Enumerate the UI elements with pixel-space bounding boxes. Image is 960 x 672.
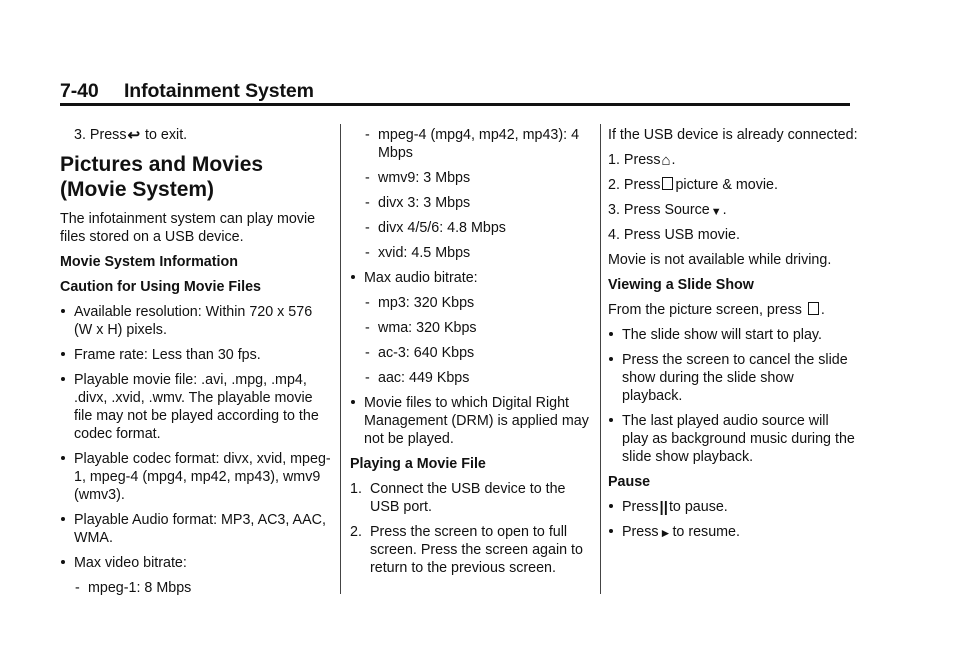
pause-icon: ||: [659, 499, 668, 516]
column-divider: [340, 124, 341, 594]
connected-intro: If the USB device is already connected:: [608, 127, 858, 143]
numbered-step: 3. Press Source▼.: [608, 202, 727, 218]
sub-list-item: - aac: 449 Kbps: [365, 370, 470, 386]
section-title: Infotainment System: [123, 80, 314, 102]
page-number: 7-40: [60, 80, 99, 102]
sub-list-item: - wma: 320 Kbps: [365, 320, 477, 336]
numbered-step: 2. Press the screen to open to full screen. Press the screen again to return to the previous screen.: [350, 524, 583, 576]
sub-list-item: - mpeg-4 (mpg4, mp42, mp43): 4 Mbps: [365, 127, 580, 161]
sub-list-item: - mp3: 320 Kbps: [365, 295, 475, 311]
subheading-slideshow: Viewing a Slide Show: [608, 277, 754, 293]
list-item: Playable codec format: divx, xvid, mpeg-1, mpeg-4 (mpg4, mp42, mp43), wmv9 (wmv3).: [60, 450, 332, 504]
slideshow-instruction: From the picture screen, press .: [608, 302, 825, 318]
numbered-step: 4. Press USB movie.: [608, 227, 740, 243]
header-rule: [60, 103, 850, 106]
subheading-playing: Playing a Movie File: [350, 456, 486, 472]
list-item: The last played audio source will play as background music during the slide show playback.: [608, 412, 858, 466]
sub-list-item: - divx 4/5/6: 4.8 Mbps: [365, 220, 506, 236]
numbered-step: 1. Press⌂.: [608, 152, 676, 169]
driving-note: Movie is not available while driving.: [608, 252, 832, 268]
back-icon: ↩: [127, 127, 141, 144]
sub-list-item: - divx 3: 3 Mbps: [365, 195, 471, 211]
list-item: Press►to resume.: [608, 523, 858, 541]
column-3: [608, 126, 858, 548]
sub-list-item: - wmv9: 3 Mbps: [365, 170, 471, 186]
list-item: Movie files to which Digital Right Management (DRM) is applied may not be played.: [350, 394, 595, 448]
sub-list-item: - ac-3: 640 Kbps: [365, 345, 475, 361]
list-item: The slide show will start to play.: [608, 326, 858, 344]
sub-list-item: - mpeg-1: 8 Mbps: [75, 580, 192, 596]
list-item: Available resolution: Within 720 x 576 (W x H) pixels.: [60, 303, 332, 339]
list-item: Press the screen to cancel the slide show during the slide show playback.: [608, 351, 858, 405]
section-heading: Pictures and Movies (Movie System): [60, 153, 264, 201]
sub-list-item: - xvid: 4.5 Mbps: [365, 245, 471, 261]
subheading-pause: Pause: [608, 474, 651, 490]
list-item: Playable Audio format: MP3, AC3, AAC, WMA.: [60, 511, 332, 547]
list-item: Max video bitrate:: [60, 554, 332, 572]
list-item: Press||to pause.: [608, 498, 858, 516]
intro-text: The infotainment system can play movie files stored on a USB device.: [60, 211, 316, 245]
subheading-info: Movie System Information: [60, 254, 238, 270]
numbered-step: 2. Press picture & movie.: [608, 177, 778, 193]
picture-movie-icon: [662, 177, 673, 190]
list-item: Frame rate: Less than 30 fps.: [60, 346, 332, 364]
column-2: [350, 126, 595, 584]
list-item: Playable movie file: .avi, .mpg, .mp4, .divx, .xvid, .wmv. The playable movie file may not be played according to the codec format.: [60, 371, 332, 443]
source-down-icon: ▼: [710, 206, 722, 218]
step-3-exit: 3. Press↩ to exit.: [74, 127, 188, 144]
subheading-caution: Caution for Using Movie Files: [60, 279, 261, 295]
list-item: Max audio bitrate:: [350, 269, 595, 287]
home-icon: ⌂: [661, 152, 671, 169]
slideshow-icon: [808, 302, 819, 315]
page-header: [60, 80, 314, 103]
column-1: [60, 126, 332, 604]
play-icon: ►: [659, 526, 672, 540]
column-divider: [600, 124, 601, 594]
numbered-step: 1. Connect the USB device to the USB port.: [350, 481, 566, 515]
